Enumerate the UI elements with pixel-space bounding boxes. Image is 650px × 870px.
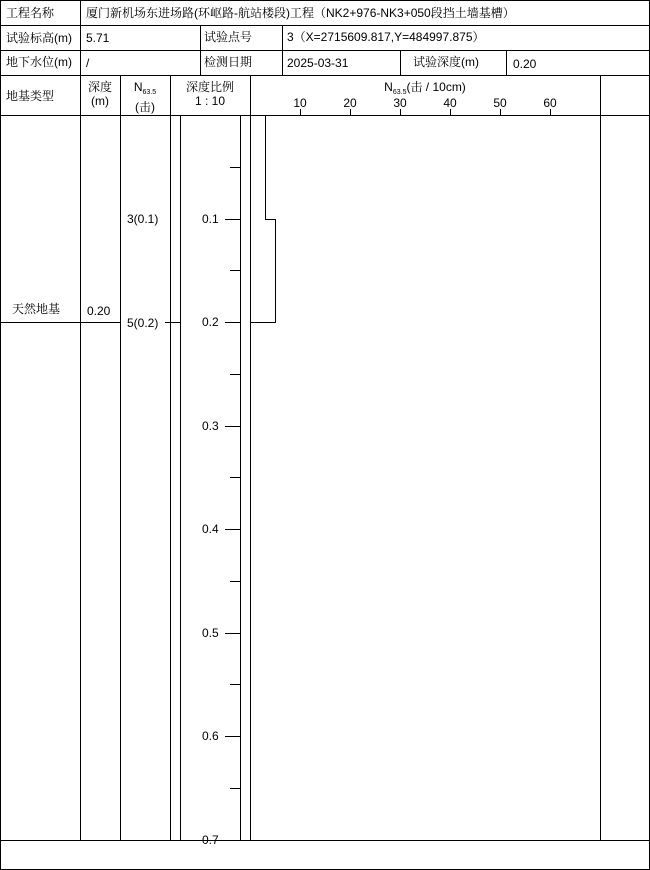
depth-header: [80, 80, 120, 108]
depth-value: 0.20: [513, 57, 537, 71]
chart-axis-n: N: [384, 80, 393, 94]
elevation-label: 试验标高(m): [6, 31, 72, 45]
blows-header-unit: (击): [135, 100, 155, 114]
blow-label-1: 3(0.1): [127, 212, 159, 226]
depth-header-line2: (m): [91, 94, 109, 108]
scale-header: [170, 80, 250, 108]
x-tick-label: 40: [443, 96, 457, 110]
depth-tick-label: 0.3: [202, 419, 219, 433]
blows-header-n: N: [133, 80, 143, 94]
depth-label: 试验深度(m): [413, 55, 479, 69]
outer-border: [1, 1, 650, 870]
blows-header: [120, 80, 170, 114]
x-tick-label: 30: [393, 96, 407, 110]
x-tick-label: 60: [543, 96, 557, 110]
depth-tick-label: 0.2: [202, 315, 219, 329]
blows-header-sub: 63.5: [142, 89, 157, 96]
x-tick-label: 20: [343, 96, 357, 110]
curve-layer: [251, 116, 276, 323]
scale-header-line2: 1 : 10: [194, 94, 226, 108]
point-label: 试验点号: [204, 30, 253, 44]
point-value: 3（X=2715609.817,Y=484997.875）: [287, 30, 485, 44]
chart-axis-unit: (击 / 10cm): [406, 80, 466, 94]
depth-tick-label: 0.7: [202, 833, 219, 847]
date-value: 2025-03-31: [287, 56, 349, 70]
depth-tick-label: 0.6: [202, 729, 219, 743]
depth-tick-label: 0.1: [202, 212, 219, 226]
x-tick-label: 10: [293, 96, 307, 110]
soil-type-header: 地基类型: [6, 89, 55, 103]
elevation-value: 5.71: [86, 31, 110, 45]
depth-tick-label: 0.4: [202, 522, 219, 536]
blows-header-line1: [120, 80, 170, 100]
chart-axis-sub: 63.5: [392, 89, 407, 96]
depth-tick-group: [225, 168, 240, 789]
water-value: /: [86, 56, 90, 70]
depth-tick-label: 0.5: [202, 626, 219, 640]
project-value: 厦门新机场东进场路(环岖路-航站楼段)工程（NK2+976-NK3+050段挡土墙基槽）: [86, 6, 515, 20]
layer-bottom-depth: 0.20: [87, 304, 111, 318]
penetration-step-curve: [251, 116, 276, 323]
blow-label-2: 5(0.2): [127, 316, 159, 330]
soil-name: 天然地基: [12, 302, 61, 316]
project-label: 工程名称: [6, 6, 55, 20]
water-label: 地下水位(m): [6, 55, 72, 69]
x-tick-label: 50: [493, 96, 507, 110]
scale-header-line1: 深度比例: [185, 80, 234, 94]
depth-header-line1: 深度: [87, 80, 112, 94]
date-label: 检测日期: [204, 55, 253, 69]
